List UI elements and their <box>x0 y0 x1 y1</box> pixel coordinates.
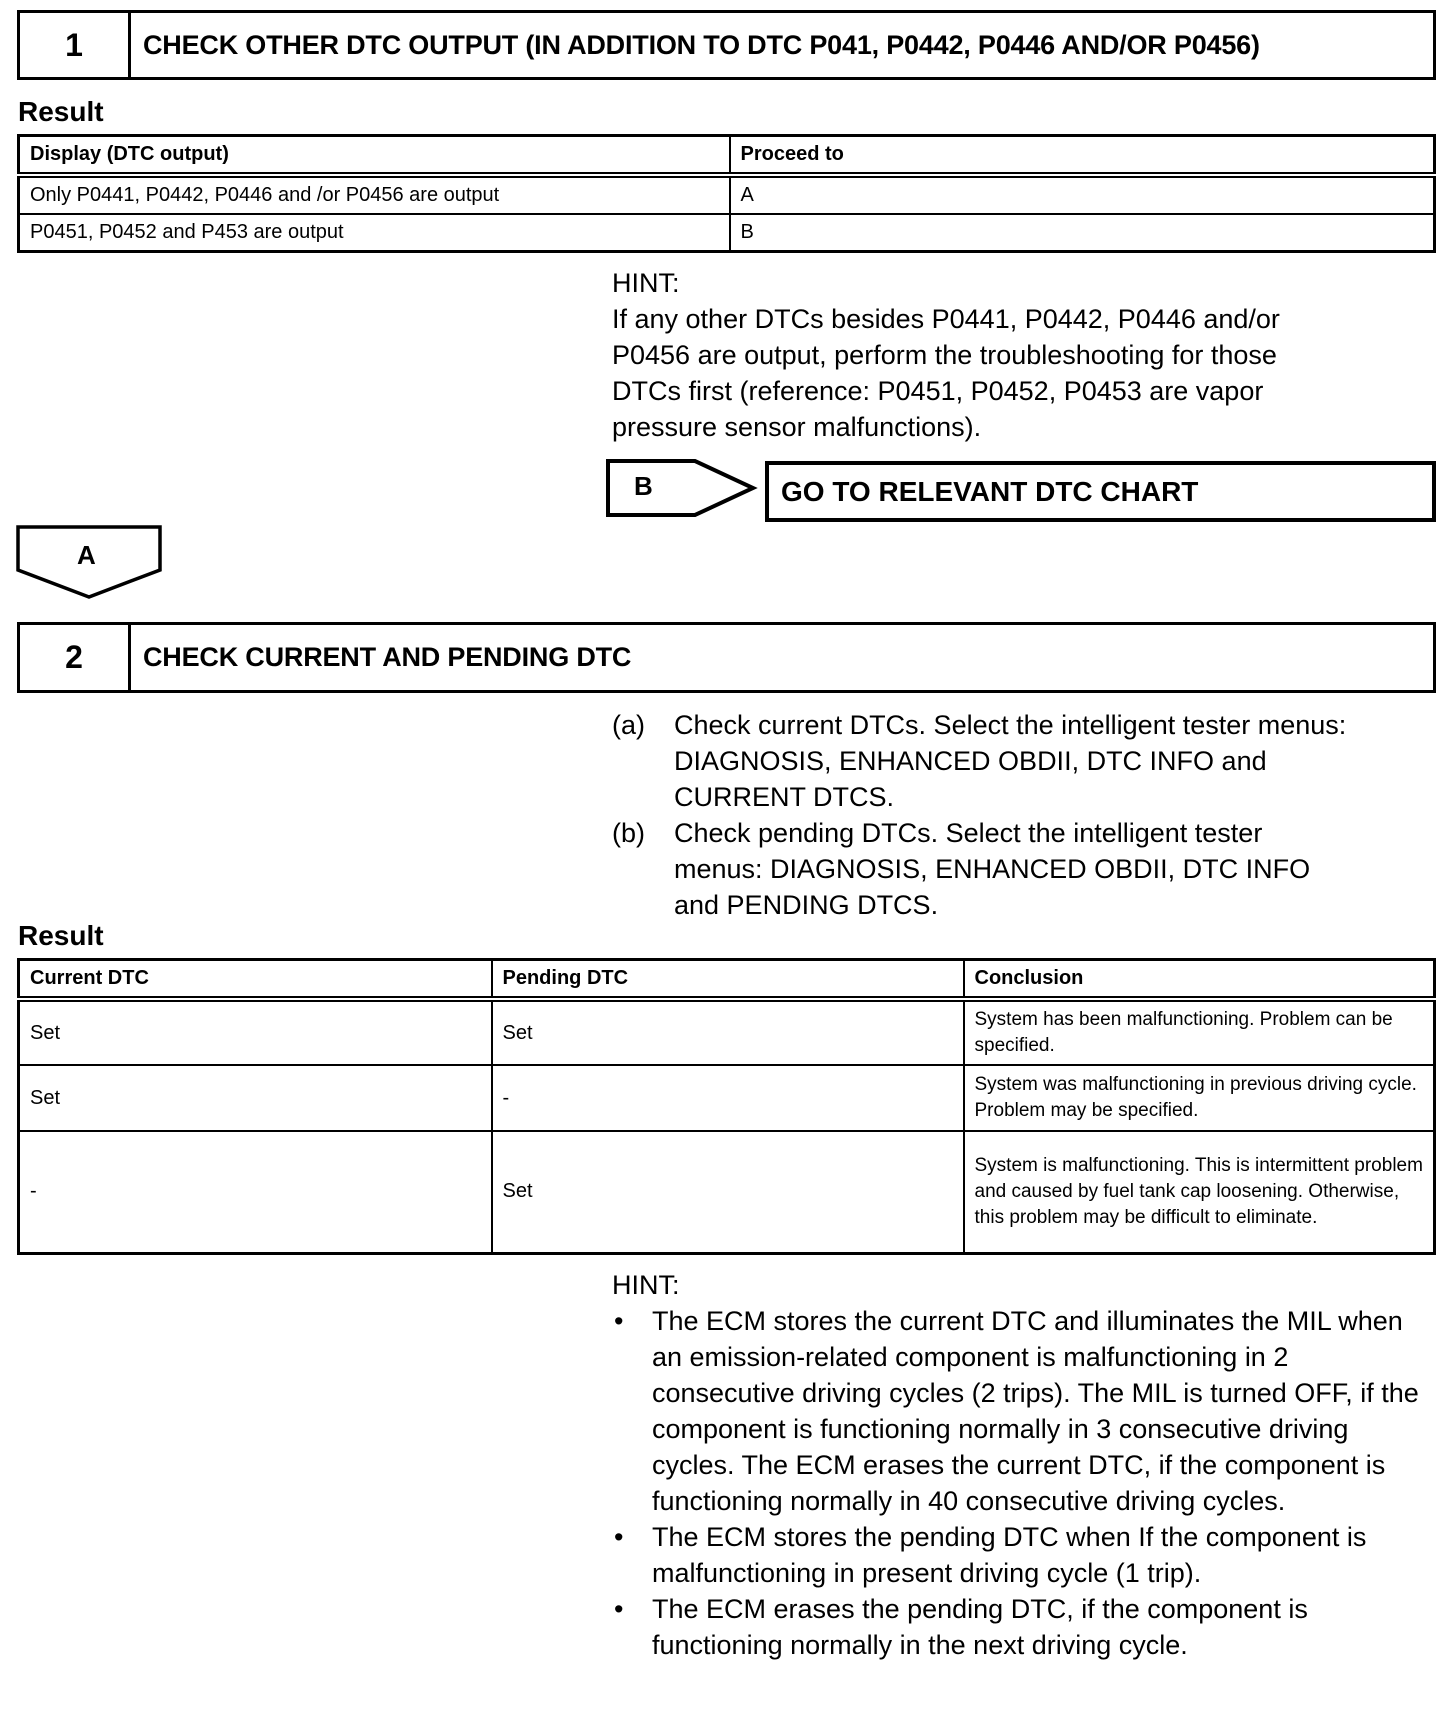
table-row <box>19 1131 1435 1253</box>
table-cell: A <box>730 175 1435 214</box>
hint-bullet-item <box>612 1591 1442 1663</box>
hint-line: P0456 are output, perform the troubleshooting for those <box>612 340 1277 370</box>
table-cell: Set <box>492 1131 964 1253</box>
hint-item-text: The ECM stores the pending DTC when If the component is malfunctioning in present driving cycle (1 trip). <box>652 1522 1367 1588</box>
goto-relevant-dtc-chart-box[interactable]: GO TO RELEVANT DTC CHART <box>765 461 1436 522</box>
step-title: CHECK CURRENT AND PENDING DTC <box>143 642 632 672</box>
bullet-icon: • <box>614 1594 624 1624</box>
table-header-row <box>19 136 1435 176</box>
table-row <box>19 175 1435 214</box>
instruction-marker: (b) <box>612 818 645 848</box>
table-cell: - <box>19 1131 492 1253</box>
table-row <box>19 1065 1435 1131</box>
column-header: Conclusion <box>964 960 1435 1000</box>
hint-block-1 <box>612 265 1432 445</box>
table-cell: Only P0441, P0442, P0446 and /or P0456 are output <box>19 175 730 214</box>
instruction-line: DIAGNOSIS, ENHANCED OBDII, DTC INFO and <box>674 746 1267 776</box>
table-row <box>19 999 1435 1065</box>
column-header: Display (DTC output) <box>19 136 730 176</box>
result-table-2 <box>17 958 1436 1255</box>
bullet-icon: • <box>614 1306 624 1336</box>
hint-block-2 <box>612 1267 1442 1663</box>
table-header-row <box>19 960 1435 1000</box>
table-cell: Set <box>19 1065 492 1131</box>
instruction-item <box>612 815 1452 923</box>
instruction-line: menus: DIAGNOSIS, ENHANCED OBDII, DTC INFO <box>674 854 1311 884</box>
step-1-header <box>17 10 1436 80</box>
branch-a-label: A <box>77 540 96 570</box>
hint-line: pressure sensor malfunctions). <box>612 412 982 442</box>
hint-label: HINT: <box>612 1270 680 1300</box>
step-title: CHECK OTHER DTC OUTPUT (IN ADDITION TO DTC P041, P0442, P0446 AND/OR P0456) <box>143 29 1260 60</box>
hint-bullet-item <box>612 1519 1442 1591</box>
step-2-header <box>17 622 1436 693</box>
result-label: Result <box>18 920 104 951</box>
table-cell: System was malfunctioning in previous driving cycle. Problem may be specified. <box>964 1065 1435 1131</box>
hint-label: HINT: <box>612 268 680 298</box>
instruction-line: and PENDING DTCS. <box>674 890 939 920</box>
instruction-item <box>612 707 1452 815</box>
hint-bullet-item <box>612 1303 1442 1519</box>
hint-line: DTCs first (reference: P0451, P0452, P0453 are vapor <box>612 376 1264 406</box>
hint-item-text: The ECM stores the current DTC and illuminates the MIL when an emission-related component is malfunctioning in 2 consecutive driving cycles (2 trips). The MIL is turned OFF, if the component is functioning normally in 3 consecutive driving cycles. The ECM erases the current DTC, if the component is functioning normally in 40 consecutive driving cycles. <box>652 1306 1419 1516</box>
result-label: Result <box>18 96 104 127</box>
table-cell: B <box>730 214 1435 252</box>
column-header: Current DTC <box>19 960 492 1000</box>
hint-line: If any other DTCs besides P0441, P0442, P0446 and/or <box>612 304 1280 334</box>
table-cell: P0451, P0452 and P453 are output <box>19 214 730 252</box>
branch-b-label: B <box>634 471 653 501</box>
instruction-line: Check pending DTCs. Select the intelligent tester <box>674 818 1263 848</box>
instruction-marker: (a) <box>612 710 645 740</box>
instruction-line: Check current DTCs. Select the intelligent tester menus: <box>674 710 1347 740</box>
step-number: 1 <box>20 13 131 77</box>
table-row <box>19 214 1435 252</box>
column-header: Proceed to <box>730 136 1435 176</box>
branch-b-arrow-icon <box>605 458 760 520</box>
table-cell: Set <box>492 999 964 1065</box>
table-cell: System has been malfunctioning. Problem can be specified. <box>964 999 1435 1065</box>
instruction-line: CURRENT DTCS. <box>674 782 895 812</box>
table-cell: Set <box>19 999 492 1065</box>
result-table-1 <box>17 134 1436 253</box>
table-cell: - <box>492 1065 964 1131</box>
table-cell: System is malfunctioning. This is intermittent problem and caused by fuel tank cap loosening. Otherwise, this problem may be difficult to eliminate. <box>964 1131 1435 1253</box>
step-number: 2 <box>20 625 131 690</box>
column-header: Pending DTC <box>492 960 964 1000</box>
instructions-list <box>612 707 1452 923</box>
bullet-icon: • <box>614 1522 624 1552</box>
hint-item-text: The ECM erases the pending DTC, if the component is functioning normally in the next driving cycle. <box>652 1594 1308 1660</box>
